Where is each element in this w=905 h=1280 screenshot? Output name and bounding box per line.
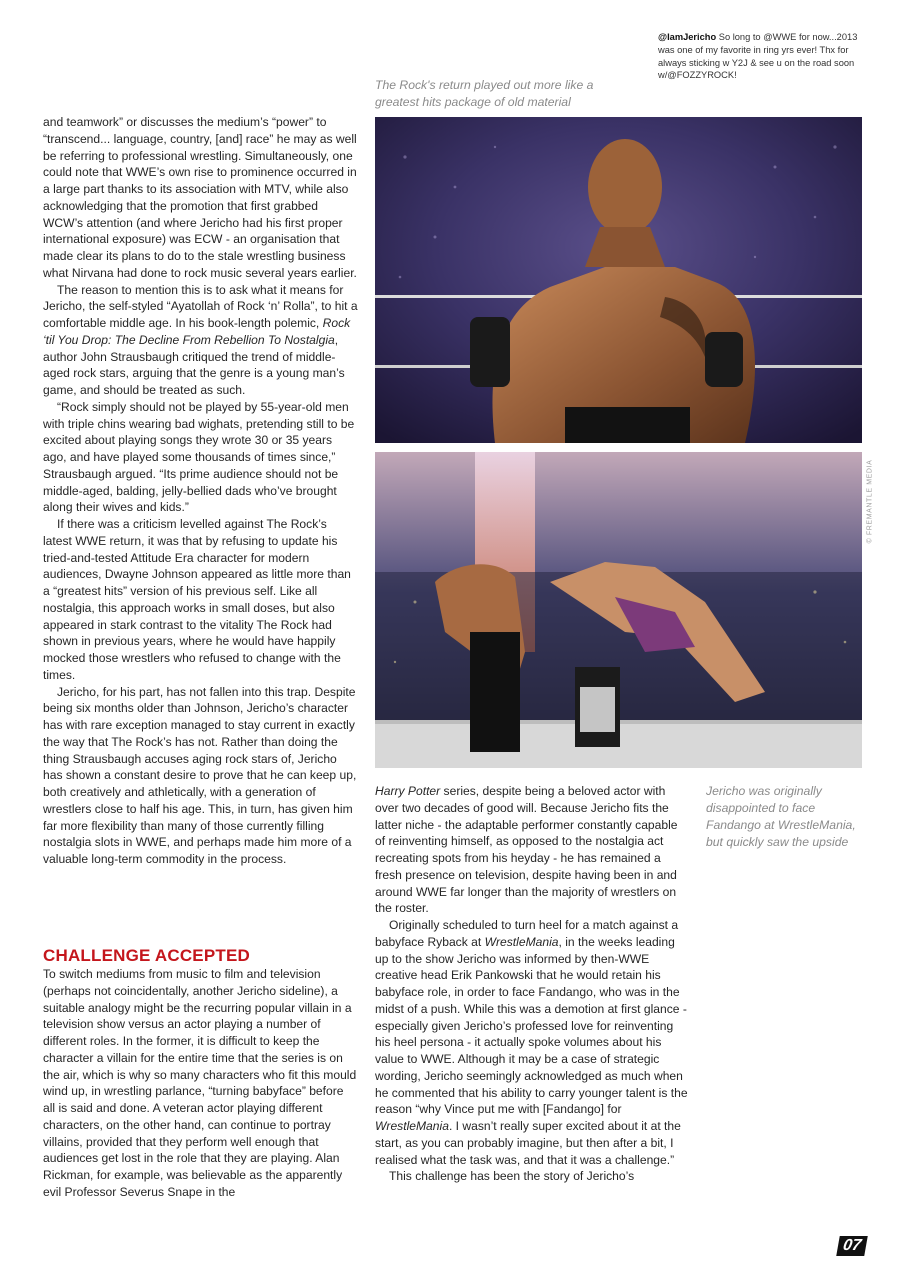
- text-span: , author John Strausbaugh critiqued the trend of middle-aged rock stars, arguing that the genre is a young man’s game, and should be treated as such.: [43, 332, 345, 397]
- text-span: The reason to mention this is to ask what it means for Jericho, the self-styled “Ayatollah of Rock ‘n’ Rolla”, to hit a comfortable middle age. In his book-length polemic,: [43, 282, 358, 330]
- section-heading: CHALLENGE ACCEPTED: [43, 946, 250, 965]
- tweet-handle: @IamJericho: [658, 32, 717, 42]
- paragraph: This challenge has been the story of Jericho’s: [389, 1169, 635, 1184]
- tweet-quote: [658, 31, 873, 82]
- paragraph: “Rock simply should not be played by 55-year-old men with triple chins wearing bad wighats, pretending still to be excited about playing songs they wrote 30 or 35 years ago, and have played some thousands of times since,” Strausbaugh argued. “Its prime audience should not be middle-aged, balding, jelly-bellied dads who’ve brought along their wives and kids.”: [43, 399, 355, 515]
- article-column-left: [43, 114, 358, 868]
- article-column-left-section-2: [43, 946, 358, 1201]
- paragraph: To switch mediums from music to film and television (perhaps not coincidentally, another Jericho sideline), a suitable analogy might be the recurring popular villain in a television show versus an actor playing a number of different roles. In the former, it is difficult to keep the character a villain for the entire time that the series is on the air, which is why so many characters who fit this mould wind up, in wrestling parlance, “turning babyface” before all is said and done. A veteran actor playing different characters, on the other hand, can continue to portray villains, provided that they perform well enough that audiences get lost in the role that they are playing. Alan Rickman, for example, was believable as the apparently evil Professor Severus Snape in the: [43, 967, 357, 1199]
- text-span: series, despite being a beloved actor with over two decades of good will. Because Jericho fits the latter niche - the adaptable performer constantly capable of reinventing himself, as opposed to the nostalgia act recreating spots from his heyday - he has remained a fresh presence on television, despite having been in and around WWE far longer than the majority of wrestlers on the roster.: [375, 784, 678, 916]
- paragraph: If there was a criticism levelled against The Rock’s latest WWE return, it was that by refusing to update his tried-and-tested Attitude Era character for modern audiences, Dwayne Johnson appeared as little more than a “greatest hits” version of his previous self. Like all nostalgia, this approach works in small doses, but also appeared in stark contrast to the vitality The Rock had shown in previous years, where he would have happily mocked those wrestlers who refused to change with the times.: [43, 517, 351, 682]
- caption-rock-return: The Rock's return played out more like a greatest hits package of old material: [375, 78, 594, 109]
- photo-jericho-fandango-match: [375, 452, 862, 768]
- event-title: WrestleMania: [484, 934, 559, 949]
- text-span: Originally scheduled to turn heel for a match against a babyface Ryback at: [375, 918, 679, 949]
- paragraph: [375, 917, 690, 1168]
- article-column-middle: [375, 783, 690, 1185]
- caption-fandango: Jericho was originally disappointed to face Fandango at WrestleMania, but quickly saw the upside: [706, 784, 856, 849]
- text-span: , in the weeks leading up to the show Jericho was informed by then-WWE creative head Erik Pankowski that he would retain his babyface role, in order to face Fandango, who was in the midst of a push. While this was a demotion at first glance - especially given Jericho’s professed love for reinventing his heel persona - it actually spoke volumes about his value to WWE. Although it may be a case of strategic wording, Jericho seemingly acknowledged as much when he commented that his ability to carry younger talent is the reason “why Vince put me with [Fandango] for: [375, 934, 688, 1117]
- paragraph: [375, 783, 690, 917]
- text-span: . I wasn’t really super excited about it at the start, as you can probably imagine, but then after a bit, I realised what the task was, and that it was a challenge.”: [375, 1119, 681, 1167]
- paragraph: [43, 282, 358, 399]
- book-title: Rock ‘til You Drop: The Decline From Rebellion To Nostalgia: [43, 316, 351, 347]
- paragraph: Jericho, for his part, has not fallen into this trap. Despite being six months older than Johnson, Jericho’s character has with rare exception managed to stay current in exactly the way that The Rock’s has not. Rather than doing the thing Strausbaugh accuses aging rock stars of, Jericho has shown a constant desire to prove that he can keep up, both creatively and athletically, with a generation of wrestlers close to half his age. This, in turn, has given him far more flexibility than many of those currently filling nostalgia slots in WWE, and perhaps made him more of a valuable long-term commodity in the process.: [43, 684, 357, 866]
- page-number: 07: [836, 1236, 868, 1256]
- event-title: WrestleMania: [375, 1119, 449, 1133]
- film-title: Harry Potter: [375, 784, 441, 798]
- tweet-text: So long to @WWE for now...2013 was one of my favorite in ring yrs ever! Thx for always sticking w Y2J & see u on the road soon w/@FOZZYROCK!: [658, 32, 858, 81]
- photo-the-rock: [375, 117, 862, 443]
- photo-credit-text: © FREMANTLE MEDIA: [866, 459, 874, 544]
- photo-credit: [864, 455, 878, 555]
- paragraph: and teamwork” or discusses the medium’s “power” to “transcend... language, country, [and] race” he may as well be referring to professional wrestling. Simultaneously, one could note that WWE’s own rise to prominence occurred in a large part thanks to its association with MTV, while also acknowledging that the promotion that first grabbed WCW’s attention (and where Jericho had his first proper international exposure) was ECW - an organisation that made clear its plans to do to the stale wrestling business what Nirvana had done to rock music several years earlier.: [43, 115, 357, 280]
